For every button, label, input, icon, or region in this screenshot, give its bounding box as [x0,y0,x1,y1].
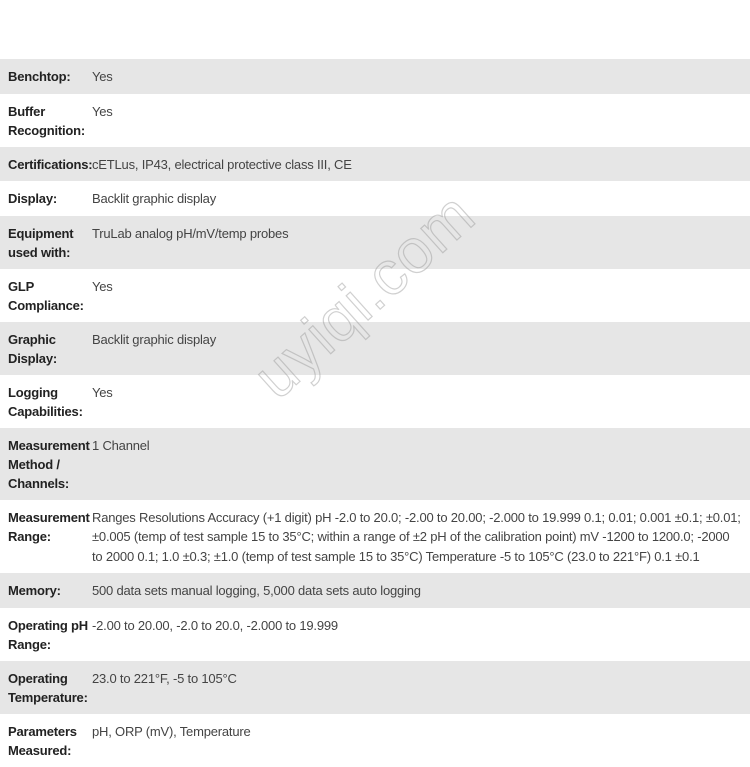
spec-label: Buffer Recognition: [8,103,86,138]
spec-label: Graphic Display: [8,331,57,366]
spec-row-buffer-recognition [0,94,750,147]
spec-row-glp-compliance [0,269,750,322]
spec-label: Memory: [8,583,61,598]
spec-value: Yes [92,103,113,119]
spec-row-memory [0,573,750,608]
spec-row-measurement-method [0,428,750,500]
spec-value: pH, ORP (mV), Temperature [92,723,251,739]
spec-label: Certifications: [8,156,93,172]
spec-value: 500 data sets manual logging, 5,000 data sets auto logging [92,583,421,598]
spec-value: 1 Channel [92,437,150,453]
spec-label: Measurement Method / Channels: [8,437,90,491]
spec-row-graphic-display [0,322,750,375]
spec-value: cETLus, IP43, electrical protective class III, CE [92,156,352,172]
spec-row-parameters-measured [0,714,750,767]
spec-row-operating-temperature [0,661,750,714]
spec-label: Operating Temperature: [8,670,88,705]
spec-row-display [0,181,750,216]
spec-value: -2.00 to 20.00, -2.0 to 20.0, -2.000 to 19.999 [92,617,338,633]
spec-table [0,59,750,767]
spec-label: Measurement Range: [8,509,90,544]
spec-row-benchtop [0,59,750,94]
spec-row-certifications [0,147,750,182]
spec-row-logging-capabilities [0,375,750,428]
spec-value: Backlit graphic display [92,191,217,206]
spec-label: Equipment used with: [8,225,74,260]
spec-value: Ranges Resolutions Accuracy (+1 digit) pH -2.0 to 20.0; -2.00 to 20.00; -2.000 to 19.999 0.1; 0.01; 0.001 ±0.1; ±0.01; ±0.005 (temp of test sample 15 to 35°C; within a range of ±2 pH of the calibration point) mV -1200 to 1200.0; -2000 to 2000 0.1; 1.0 ±0.3; ±1.0 (temp of test sample 15 to 35°C) Temperature -5 to 105°C (23.0 to 221°F) 0.1 ±0.1 [92,509,741,564]
spec-value: Yes [92,278,113,294]
spec-row-equipment-used-with [0,216,750,269]
spec-row-operating-ph-range [0,608,750,661]
spec-value: Yes [92,384,113,400]
spec-label: Benchtop: [8,69,71,84]
spec-value: Yes [92,69,113,84]
spec-label: Display: [8,191,57,206]
spec-value: TruLab analog pH/mV/temp probes [92,225,289,241]
spec-value: Backlit graphic display [92,331,217,347]
spec-label: GLP Compliance: [8,278,84,313]
spec-label: Parameters Measured: [8,723,77,758]
spec-label: Operating pH Range: [8,617,88,652]
spec-label: Logging Capabilities: [8,384,83,419]
spec-value: 23.0 to 221°F, -5 to 105°C [92,670,237,686]
spec-row-measurement-range [0,500,750,574]
